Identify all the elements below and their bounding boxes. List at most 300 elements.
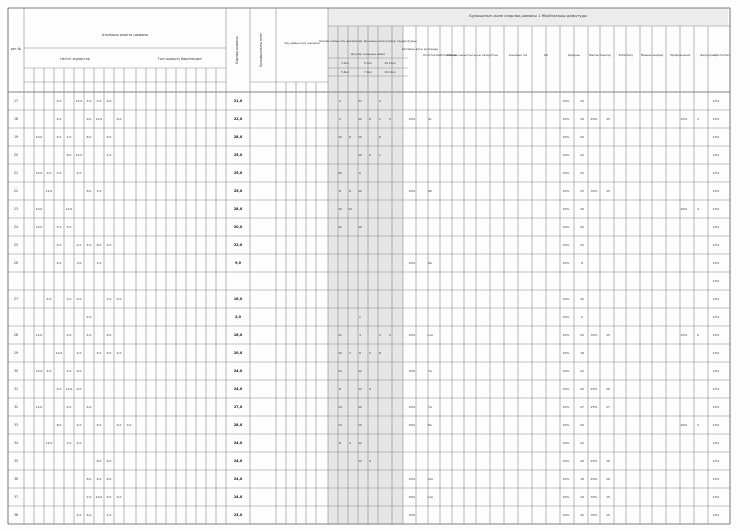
row-cell: 1 [379,152,381,157]
row-cell: 2,0 [96,260,102,265]
row-cell: 6 [697,332,699,337]
row-total: 20,0 [233,350,243,355]
row-class: 9б [428,188,432,193]
row-number: 24 [13,224,19,229]
row-cell: 10% [712,494,720,499]
row-cell: 8 [581,260,583,265]
column-header: Жалпы бақылау [588,54,612,57]
row-cell: 6,0 [76,386,82,391]
row-cell: 3,0 [76,260,82,265]
row-cell: 6,0 [106,134,112,139]
row-total: 23,0 [233,512,243,517]
row-cell: 24 [580,368,584,373]
row-cell: 1,0 [106,512,112,517]
sub-b3-header: Ортамен ақты қолғанды [401,47,439,51]
row-total: 21,0 [233,98,243,103]
row-total: 25,0 [233,152,243,157]
row-cell: 1 [359,314,361,319]
row-cell: 2 [369,350,371,355]
row-cell: 4 [369,458,371,463]
total-col-header: Барлық шамасы [235,36,239,64]
row-number: 22 [13,188,19,193]
row-cell: 4 [697,206,699,211]
row-total: 25,0 [233,170,243,175]
row-cell: 10% [712,188,720,193]
row-cell: 30% [562,134,570,139]
row-cell: 2,0 [116,296,122,301]
row-number: 36 [13,476,19,481]
row-cell: 4 [339,98,341,103]
row-cell: 2 [349,350,351,355]
row-cell: 4,0 [106,98,112,103]
row-cell: 10,0 [35,368,43,373]
row-total: 28,0 [233,422,243,427]
row-cell: 6,0 [116,494,122,499]
row-cell: 4,0 [56,134,62,139]
row-cell: 30% [562,332,570,337]
row-number: 19 [13,134,19,139]
row-cell: 25% [590,386,598,391]
row-cell: 35 [606,116,610,121]
row-cell: 10 [358,152,362,157]
row-total: 28,0 [233,206,243,211]
row-cell: 9,0 [46,170,52,175]
row-cell: 10% [712,386,720,391]
block-a-title: Аталмыш алапта шаманы [101,33,149,37]
row-cell: 24 [580,98,584,103]
row-cell: 2,0 [116,350,122,355]
row-cell: 10% [712,314,720,319]
row-total: 24,0 [233,368,243,373]
row-percent: 30% [408,476,416,481]
row-cell: 2,0 [106,242,112,247]
row-cell: 40% [680,116,688,121]
row-cell: 20 [580,134,584,139]
row-cell: 12,0 [45,440,53,445]
row-cell: 6 [359,170,361,175]
row-cell: 10% [712,206,720,211]
row-cell: 6 [379,134,381,139]
row-cell: 10,0 [35,170,43,175]
row-cell: 30% [562,170,570,175]
row-cell: 35% [590,512,598,517]
row-cell: 12,0 [55,350,63,355]
row-total: 16,0 [233,332,243,337]
row-number: 31 [13,386,19,391]
block-a-sub1: Негiзгi жұмыстар [60,57,90,61]
row-cell: 10% [712,98,720,103]
row-cell: 8,0 [66,152,72,157]
row-cell: 6,0 [106,494,112,499]
row-cell: 6,0 [116,422,122,427]
row-cell: 6 [349,134,351,139]
row-cell: 15 [606,494,610,499]
row-cell: 4,0 [56,386,62,391]
row-cell: 10 [358,404,362,409]
row-cell: 6,0 [96,422,102,427]
row-cell: 8 [339,188,341,193]
row-cell: 30% [562,260,570,265]
row-cell: 30% [562,494,570,499]
row-cell: 20 [580,422,584,427]
row-cell: 8,0 [56,422,62,427]
row-cell: 3,0 [126,422,132,427]
row-cell: 23 [580,170,584,175]
row-cell: 15 [606,512,610,517]
row-number: 33 [13,422,19,427]
row-cell: 4 [379,332,381,337]
row-cell: 12,0 [35,332,43,337]
row-total: 2,0 [234,314,242,319]
row-total: 20,0 [233,224,243,229]
row-total: 24,0 [233,476,243,481]
row-cell: 10% [712,260,720,265]
row-cell: 12 [358,440,362,445]
row-cell: 10 [338,224,342,229]
block-b-title: Бұлышанын және оларлық шамасы 1 Жыйналашы дамытуды [469,14,587,18]
row-cell: 28 [580,458,584,463]
grade-3: 10-11кл [384,61,396,65]
reserve-col-header: Қосымшалығы есеп [259,33,263,67]
row-cell: 12 [348,206,352,211]
row-percent: 30% [408,404,416,409]
row-total: 22,0 [233,116,243,121]
row-cell: 1,0 [106,152,112,157]
row-cell: 6 [349,188,351,193]
row-cell: 30% [562,296,570,301]
row-cell: 30% [562,116,570,121]
row-number: 34 [13,440,19,445]
row-cell: 20 [338,170,342,175]
row-number: 23 [13,206,19,211]
row-cell: 4 [369,386,371,391]
row-class: 8а [428,260,432,265]
column-header: Мектептегі [714,54,730,57]
row-cell: 12,0 [95,116,103,121]
row-cell: 6,0 [86,512,92,517]
row-cell: 10% [712,296,720,301]
row-cell: 10% [712,116,720,121]
row-cell: 4 [349,440,351,445]
row-cell: 10 [358,422,362,427]
row-cell: 6,0 [106,332,112,337]
sub-b1-header: Бағами жайын алу шығармада: Досымың жеке-пулдар, таңдау бұрыш [319,40,417,43]
row-cell: 20 [580,224,584,229]
row-percent: 30% [408,368,416,373]
row-cell: 8 [339,440,341,445]
row-cell: 5 [389,116,391,121]
row-cell: 30% [590,332,598,337]
row-cell: 12,0 [45,188,53,193]
row-cell: 4 [359,332,361,337]
row-cell: 10% [712,152,720,157]
row-number: 29 [13,350,19,355]
row-cell: 12 [358,116,362,121]
row-cell: 4,0 [96,350,102,355]
row-cell: 15 [606,332,610,337]
row-cell: 8,0 [86,188,92,193]
row-cell: 2,0 [66,332,72,337]
row-number: 21 [13,170,19,175]
extra-col-header: Оку-дайын алу жылына [284,41,320,45]
row-cell: 4,0 [46,296,52,301]
column-header: Баланы жанып пысқысы [447,54,481,57]
column-header: Ағылшын тілі [508,54,528,57]
row-total: 25,0 [233,188,243,193]
row-cell: 25% [590,458,598,463]
row-cell: 2,0 [86,314,92,319]
row-cell: 4 [339,116,341,121]
row-cell: 30% [562,242,570,247]
row-cell: 10 [338,206,342,211]
row-total: 24,0 [233,386,243,391]
row-cell: 30% [562,440,570,445]
row-cell: 12 [338,332,342,337]
row-number: 35 [13,458,19,463]
row-cell: 10% [712,368,720,373]
row-cell: 9,0 [86,116,92,121]
row-cell: 40% [590,476,598,481]
row-cell: 10,0 [35,134,43,139]
row-cell: 12 [358,386,362,391]
row-cell: 8,0 [96,458,102,463]
row-cell: 30% [562,98,570,103]
row-number: 37 [13,494,19,499]
row-cell: 14 [338,422,342,427]
row-percent: 30% [408,512,416,517]
row-cell: 6,0 [106,458,112,463]
row-cell: 40% [680,206,688,211]
row-cell: 10% [712,224,720,229]
row-cell: 12 [358,368,362,373]
row-cell: 10 [338,134,342,139]
row-cell: 30% [562,314,570,319]
row-cell: 8 [379,350,381,355]
row-cell: 2,0 [76,242,82,247]
row-cell: 18 [580,476,584,481]
row-cell: 12,0 [75,98,83,103]
row-cell: 4,0 [66,368,72,373]
row-cell: 4,0 [86,98,92,103]
row-cell: 6,0 [106,476,112,481]
row-cell: 16 [606,458,610,463]
row-cell: 19 [580,494,584,499]
row-cell: 27 [580,404,584,409]
row-cell: 24 [580,440,584,445]
row-cell: 4,0 [46,368,52,373]
column-header: Денсаулық [700,54,716,57]
column-header: Дамушы [568,54,580,57]
row-cell: 2,0 [56,170,62,175]
row-cell: 8,0 [86,476,92,481]
row-cell: 1,0 [66,134,72,139]
row-cell: 5,0 [76,296,82,301]
row-cell: 15 [580,296,584,301]
row-cell: 10,0 [95,494,103,499]
row-cell: 12,0 [75,152,83,157]
row-cell: 14 [338,404,342,409]
row-percent: 30% [408,494,416,499]
row-cell: 6,0 [106,350,112,355]
row-cell: 10% [712,440,720,445]
row-class: 7а [428,368,432,373]
row-cell: 10% [712,404,720,409]
row-cell: 18 [580,350,584,355]
row-cell: 30% [562,206,570,211]
row-class: 10а [427,476,433,481]
row-cell: 26 [580,206,584,211]
grade-1: 3-4кл [340,61,350,65]
row-cell: 30% [562,350,570,355]
row-cell: 30% [562,422,570,427]
column-header: Профилизация [669,54,691,57]
grade-3b: 10-11кл [384,70,396,74]
row-cell: 4,0 [66,404,72,409]
row-total: 9,0 [234,260,242,265]
row-cell: 20 [580,332,584,337]
row-class: 11а [427,332,433,337]
row-cell: 4,0 [76,170,82,175]
row-cell: 1 [379,116,381,121]
row-cell: 10 [338,350,342,355]
row-cell: 30% [562,224,570,229]
row-cell: 30% [562,152,570,157]
row-cell: 21 [358,98,362,103]
row-percent: 30% [408,332,416,337]
row-cell: 40% [590,116,598,121]
row-cell: 8 [359,350,361,355]
row-cell: 24 [580,152,584,157]
row-cell: 8,0 [86,134,92,139]
row-cell: 3,0 [66,296,72,301]
row-number: 25 [13,242,19,247]
row-cell: 4,0 [76,512,82,517]
row-cell: 30% [562,188,570,193]
row-percent: 30% [408,260,416,265]
row-cell: 5,0 [96,188,102,193]
row-cell: 15 [580,512,584,517]
row-cell: 6,0 [76,368,82,373]
row-cell: 12 [358,188,362,193]
grade-2b: 7-9кл [363,70,373,74]
column-header: Бiлiм бөрү [618,54,634,57]
row-cell: 10,0 [35,224,43,229]
block-a-sub2: Тәнi әшкерту бөрлiмiндегi [157,57,203,61]
row-cell: 10,0 [35,206,43,211]
row-cell: 30% [562,386,570,391]
row-cell: 26 [606,386,610,391]
row-total: 22,0 [233,242,243,247]
row-cell: 4,0 [56,260,62,265]
grade-1b: 5-6кл [340,70,350,74]
row-cell: 10% [712,350,720,355]
row-class: 11а [427,494,433,499]
row-cell: 4 [379,98,381,103]
row-number: 28 [13,332,19,337]
row-number: 27 [13,296,19,301]
row-cell: 27 [606,404,610,409]
row-number: 30 [13,368,19,373]
row-cell: 10% [712,134,720,139]
row-cell: 10% [712,170,720,175]
row-cell: 12,0 [65,386,73,391]
row-cell: 23 [580,242,584,247]
row-cell: 15 [606,188,610,193]
row-cell: 10% [712,422,720,427]
row-cell: 6,0 [86,404,92,409]
row-cell: 12,0 [65,206,73,211]
row-cell: 2 [581,314,583,319]
row-cell: 10 [358,134,362,139]
row-cell: 26 [606,476,610,481]
row-cell: 2,0 [96,98,102,103]
column-header: Салауаттық [481,54,499,57]
row-class: 4с [428,116,432,121]
row-cell: 14 [338,368,342,373]
row-cell: 10% [712,512,720,517]
row-cell: 30% [562,368,570,373]
row-percent: 30% [408,188,416,193]
row-class: 7а [428,404,432,409]
row-cell: 8,0 [96,242,102,247]
row-cell: 2,0 [76,350,82,355]
row-cell: 4,0 [86,242,92,247]
grade-2: 5-7кл [363,61,373,65]
row-cell: 10% [712,278,720,283]
row-cell: 2 [697,116,699,121]
row-total: 27,0 [233,404,243,409]
row-cell: 6,0 [96,476,102,481]
row-cell: 25% [590,404,598,409]
num-col-header: рет № [10,47,22,51]
column-header: Мәдени жылдар [640,54,664,57]
row-cell: 6 [369,116,371,121]
row-cell: 4,0 [86,332,92,337]
row-cell: 4,0 [56,116,62,121]
row-cell: 10% [712,242,720,247]
row-cell: 5,0 [56,224,62,229]
row-cell: 19 [580,116,584,121]
row-cell: 2,0 [86,494,92,499]
row-cell: 8 [339,386,341,391]
row-cell: 2,0 [76,422,82,427]
row-cell: 40% [680,332,688,337]
row-number: 26 [13,260,19,265]
row-cell: 4,0 [56,242,62,247]
row-cell: 30% [562,476,570,481]
row-number: 18 [13,116,19,121]
row-cell: 30% [562,404,570,409]
column-header: Кіл [543,54,549,57]
row-percent: 30% [408,422,416,427]
row-cell: 10% [712,332,720,337]
row-number: 17 [13,98,19,103]
row-cell: 2 [389,332,391,337]
row-cell: 30% [562,458,570,463]
row-cell: 12,0 [35,404,43,409]
row-cell: 10 [358,224,362,229]
row-number: 32 [13,404,19,409]
row-cell: 2,0 [66,440,72,445]
row-cell: 30% [590,188,598,193]
row-cell: 2 [697,422,699,427]
row-cell: 6,0 [116,116,122,121]
row-cell: 4,0 [76,440,82,445]
row-total: 24,0 [233,494,243,499]
row-cell: 2,0 [106,296,112,301]
row-number: 38 [13,512,19,517]
row-total: 24,0 [233,440,243,445]
